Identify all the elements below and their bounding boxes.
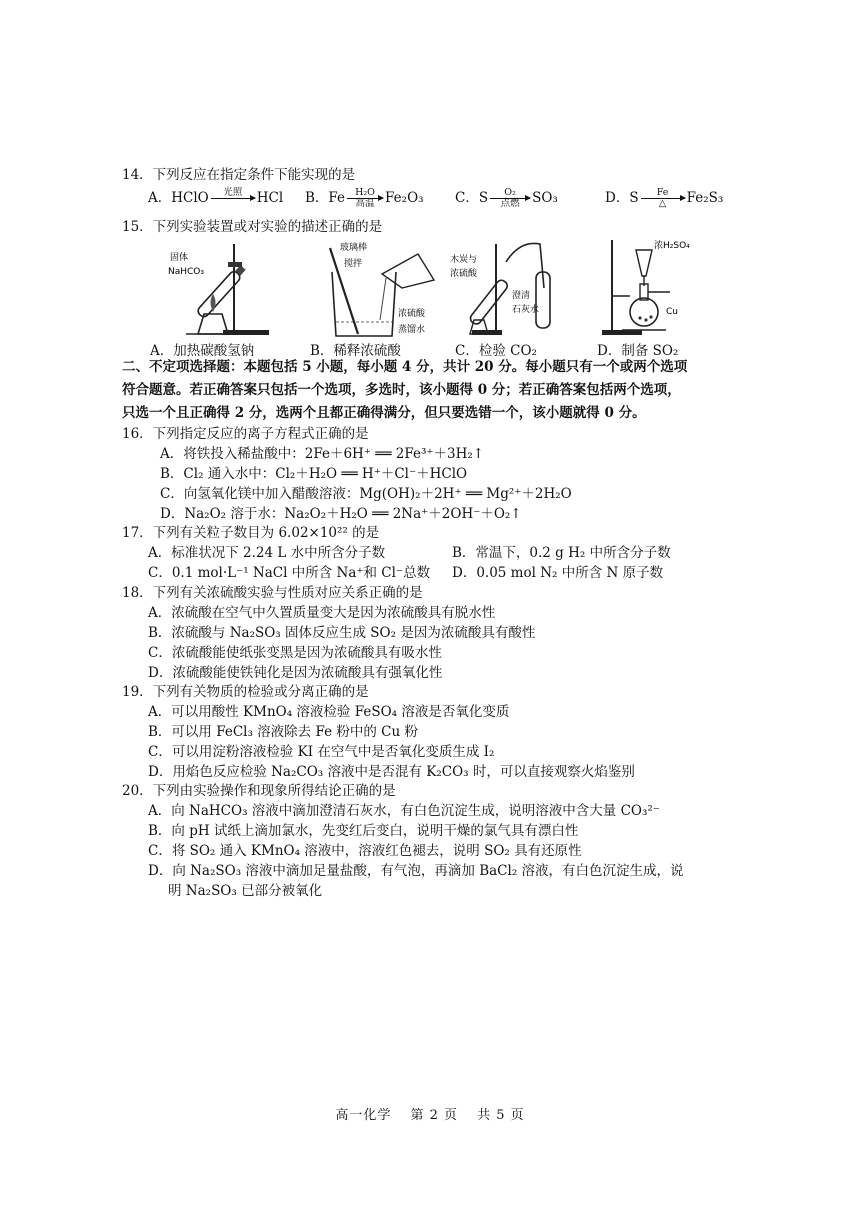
q17-option-b: B．常温下，0.2 g H₂ 中所含分子数: [452, 545, 671, 561]
q16-stem: 16．下列指定反应的离子方程式正确的是: [122, 426, 369, 442]
q20-stem: 20．下列由实验操作和现象所得结论正确的是: [122, 783, 396, 799]
figure-a-heating-apparatus: [168, 238, 280, 338]
figure-a-label-nahco3: NaHCO₃: [168, 267, 204, 277]
q19-option-a: A．可以用酸性 KMnO₄ 溶液检验 FeSO₄ 溶液是否氧化变质: [148, 704, 510, 720]
figure-b-label-conc-acid: 浓硫酸: [398, 309, 426, 319]
q14-c-left: S: [478, 190, 489, 206]
figure-a-label-solid: 固体: [170, 253, 189, 263]
q19-option-b: B．可以用 FeCl₃ 溶液除去 Fe 粉中的 Cu 粉: [148, 724, 418, 740]
q15-caption-a: A．加热碳酸氢钠: [150, 343, 255, 359]
q20-option-a: A．向 NaHCO₃ 溶液中滴加澄清石灰水，有白色沉淀生成，说明溶液中含大量 CO₃²⁻: [148, 803, 660, 819]
q14-c-arrow: [490, 188, 530, 209]
q14-a-left: HClO: [171, 190, 209, 206]
figure-b-label-glass-rod: 玻璃棒: [340, 243, 368, 253]
section2-instructions-line1: 二、不定项选择题：本题包括 5 小题，每小题 4 分，共计 20 分。每小题只有一个或两个选项: [122, 359, 688, 375]
q18-option-d: D．浓硫酸能使铁钝化是因为浓硫酸具有强氧化性: [148, 665, 443, 681]
q15-caption-c: C．检验 CO₂: [455, 343, 537, 359]
q16-option-d: D．Na₂O₂ 溶于水：Na₂O₂＋H₂O ══ 2Na⁺＋2OH⁻＋O₂↑: [160, 506, 522, 522]
q14-d-condition-top: Fe: [656, 187, 669, 198]
q14-b-condition-bottom: 高温: [355, 198, 375, 209]
q14-option-c: [455, 188, 558, 209]
figure-c-label-charcoal: 木炭与: [450, 255, 478, 265]
q14-d-arrow: [641, 188, 685, 209]
figure-d-so2-apparatus: [600, 236, 712, 338]
q19-option-d: D．用焰色反应检验 Na₂CO₃ 溶液中是否混有 K₂CO₃ 时，可以直接观察火焰鉴别: [148, 764, 635, 780]
q14-d-letter: D．: [605, 190, 630, 206]
q17-stem: 17．下列有关粒子数目为 6.02×10²² 的是: [122, 525, 380, 541]
q14-b-letter: B．: [305, 190, 329, 206]
q14-option-a: [148, 188, 283, 209]
q18-option-a: A．浓硫酸在空气中久置质量变大是因为浓硫酸具有脱水性: [148, 605, 496, 621]
q20-option-c: C．将 SO₂ 通入 KMnO₄ 溶液中，溶液红色褪去，说明 SO₂ 具有还原性: [148, 843, 582, 859]
q14-b-arrow: [347, 188, 383, 209]
q14-option-b: [305, 188, 424, 209]
q14-option-d: [605, 188, 723, 209]
q17-option-a: A．标准状况下 2.24 L 水中所含分子数: [148, 545, 386, 561]
q19-option-c: C．可以用淀粉溶液检验 KI 在空气中是否氧化变质生成 I₂: [148, 744, 495, 760]
q14-stem: 14．下列反应在指定条件下能实现的是: [122, 167, 356, 183]
figure-c-co2-test-apparatus: [450, 238, 562, 338]
q15-caption-b: B．稀释浓硫酸: [310, 343, 401, 359]
q19-stem: 19．下列有关物质的检验或分离正确的是: [122, 684, 369, 700]
q18-option-b: B．浓硫酸与 Na₂SO₃ 固体反应生成 SO₂ 是因为浓硫酸具有酸性: [148, 625, 536, 641]
q14-c-right: SO₃: [532, 190, 558, 206]
q14-a-condition: 光照: [223, 187, 243, 198]
figure-b-label-stir: 搅拌: [344, 259, 363, 269]
q14-c-letter: C．: [455, 190, 479, 206]
q14-d-condition-bottom: △: [658, 198, 667, 209]
section2-instructions-line2: 符合题意。若正确答案只包括一个选项，多选时，该小题得 0 分；若正确答案包括两个选项，: [122, 382, 681, 398]
q14-c-condition-top: O₂: [504, 187, 516, 198]
q14-a-letter: A．: [148, 190, 172, 206]
section2-instructions-line3: 只选一个且正确得 2 分，选两个且都正确得满分，但只要选错一个，该小题就得 0 分。: [122, 405, 646, 421]
q14-b-right: Fe₂O₃: [385, 190, 424, 206]
page-footer: 高一化学 第 2 页 共 5 页: [335, 1108, 525, 1123]
q20-option-b: B．向 pH 试纸上滴加氯水，先变红后变白，说明干燥的氯气具有漂白性: [148, 823, 579, 839]
q14-d-right: Fe₂S₃: [686, 190, 724, 206]
q14-d-left: S: [629, 190, 639, 206]
q18-option-c: C．浓硫酸能使纸张变黑是因为浓硫酸具有吸水性: [148, 645, 442, 661]
q16-option-c: C．向氢氧化镁中加入醋酸溶液：Mg(OH)₂＋2H⁺ ══ Mg²⁺＋2H₂O: [160, 486, 572, 502]
figure-d-label-conc-acid: 浓H₂SO₄: [654, 241, 690, 251]
q14-a-arrow: [211, 188, 255, 209]
q17-option-d: D．0.05 mol N₂ 中所含 N 原子数: [452, 565, 664, 581]
q15-stem: 15．下列实验装置或对实验的描述正确的是: [122, 219, 383, 235]
figure-c-label-limewater: 石灰水: [512, 305, 540, 315]
q16-option-a: A．将铁投入稀盐酸中：2Fe＋6H⁺ ══ 2Fe³⁺＋3H₂↑: [160, 446, 485, 462]
q14-b-condition-top: H₂O: [355, 187, 375, 198]
q18-stem: 18．下列有关浓硫酸实验与性质对应关系正确的是: [122, 585, 423, 601]
q16-option-b: B．Cl₂ 通入水中：Cl₂＋H₂O ══ H⁺＋Cl⁻＋HClO: [160, 466, 468, 482]
q14-b-left: Fe: [328, 190, 346, 206]
q14-a-right: HCl: [256, 190, 284, 206]
figure-d-label-cu: Cu: [666, 307, 678, 317]
q14-c-condition-bottom: 点燃: [500, 198, 520, 209]
q20-option-d-line2: 明 Na₂SO₃ 已部分被氧化: [168, 883, 323, 899]
figure-b-dilution-beaker: [322, 240, 442, 340]
figure-c-label-clear: 澄清: [512, 291, 531, 301]
figure-b-label-water: 蒸馏水: [398, 325, 426, 335]
q20-option-d-line1: D．向 Na₂SO₃ 溶液中滴加足量盐酸，有气泡，再滴加 BaCl₂ 溶液，有白色沉淀生成，说: [148, 863, 684, 879]
q15-caption-d: D．制备 SO₂: [597, 343, 679, 359]
figure-c-label-conc-acid: 浓硫酸: [450, 269, 478, 279]
q17-option-c: C．0.1 mol·L⁻¹ NaCl 中所含 Na⁺和 Cl⁻总数: [148, 565, 431, 581]
